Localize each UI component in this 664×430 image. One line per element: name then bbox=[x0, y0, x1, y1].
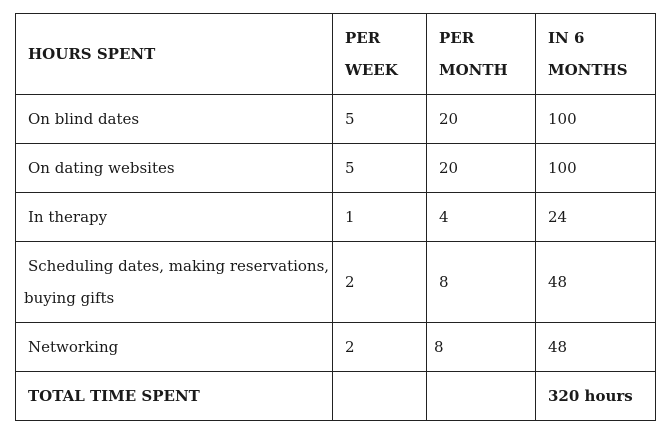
table-row bbox=[16, 95, 656, 144]
row-per-week: 2 bbox=[345, 338, 355, 356]
header-six-months-cell bbox=[536, 14, 656, 95]
row-six-months: 48 bbox=[548, 273, 568, 291]
header-category: HOURS SPENT bbox=[28, 45, 156, 63]
row-per-week: 2 bbox=[345, 273, 355, 291]
header-six-months-line2: MONTHS bbox=[548, 61, 628, 79]
table-row bbox=[16, 144, 656, 193]
table-row bbox=[16, 242, 656, 323]
table-total-row bbox=[16, 372, 656, 421]
row-per-month: 20 bbox=[439, 159, 459, 177]
row-per-week: 1 bbox=[345, 208, 355, 226]
header-per-week-cell bbox=[333, 14, 427, 95]
row-per-week: 5 bbox=[345, 159, 355, 177]
row-per-month: 20 bbox=[439, 110, 459, 128]
header-per-month-line2: MONTH bbox=[439, 61, 508, 79]
row-six-months: 100 bbox=[548, 110, 577, 128]
row-label: On dating websites bbox=[28, 159, 175, 177]
row-six-months: 48 bbox=[548, 338, 568, 356]
row-per-week: 5 bbox=[345, 110, 355, 128]
row-label: In therapy bbox=[28, 208, 108, 226]
header-per-month-line1: PER bbox=[439, 29, 475, 47]
row-label: On blind dates bbox=[28, 110, 140, 128]
row-label-line2: buying gifts bbox=[24, 289, 115, 307]
header-per-month-cell bbox=[427, 14, 536, 95]
table-row bbox=[16, 193, 656, 242]
header-six-months-line1: IN 6 bbox=[548, 29, 585, 47]
header-per-week-line1: PER bbox=[345, 29, 381, 47]
total-six-months: 320 hours bbox=[548, 387, 633, 405]
row-six-months: 100 bbox=[548, 159, 577, 177]
table-row bbox=[16, 323, 656, 372]
row-per-month: 4 bbox=[439, 208, 449, 226]
header-per-week-line2: WEEK bbox=[345, 61, 398, 79]
row-label-line1: Scheduling dates, making reservations, bbox=[28, 257, 330, 275]
row-per-month: 8 bbox=[439, 273, 449, 291]
row-per-month: 8 bbox=[434, 338, 444, 356]
total-label: TOTAL TIME SPENT bbox=[28, 387, 200, 405]
row-label: Networking bbox=[28, 338, 119, 356]
header-category-cell bbox=[16, 14, 333, 95]
row-six-months: 24 bbox=[548, 208, 568, 226]
table-header-row bbox=[16, 14, 656, 95]
hours-spent-table bbox=[15, 13, 656, 421]
